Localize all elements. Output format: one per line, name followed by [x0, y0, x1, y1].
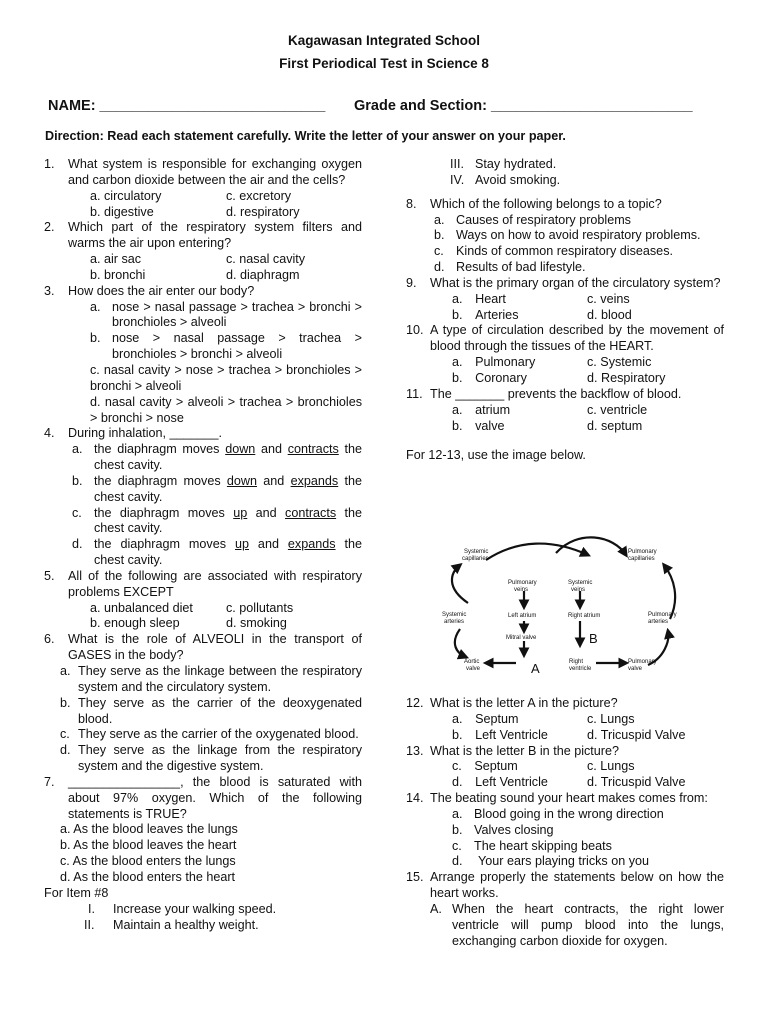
question-text: Which part of the respiratory system filters and warms the air upon entering? [68, 220, 362, 251]
choice-b: Ways on how to avoid respiratory problems. [456, 228, 701, 243]
question-text: During inhalation, _______. [68, 426, 223, 441]
choice-d: d. diaphragm [226, 267, 300, 282]
choice-d: d. smoking [226, 616, 287, 631]
circulation-diagram [438, 533, 678, 680]
left-column [44, 157, 362, 933]
question-13: 13. What is the letter B in the picture? c. Septum c. Lungs d. Left Ventricle d. Tricuspid Valve [406, 744, 724, 792]
choice-b: Valves closing [474, 822, 554, 837]
label-pulmonary-arteries-2: arteries [648, 619, 669, 625]
choice-b: They serve as the carrier of the deoxygenated blood. [78, 695, 362, 726]
choice-b: b. digestive [90, 204, 154, 219]
choice-c: c. As the blood enters the lungs [60, 854, 236, 869]
question-text: The _______ prevents the backflow of blood. [430, 386, 682, 401]
question-text: What is the letter B in the picture? [430, 743, 619, 758]
question-text: The beating sound your heart makes comes from: [430, 791, 708, 806]
choice-a: c. Septum [452, 759, 518, 774]
label-letter-b: B [589, 631, 598, 646]
question-11: 11. The _______ prevents the backflow of blood. a. atrium c. ventricle b. valve d. septum [406, 387, 724, 435]
choice-b: b. Arteries [452, 307, 519, 322]
choice-b: b. valve [452, 418, 505, 433]
choice-d: d. Tricuspid Valve [587, 775, 686, 790]
choice-a: a. Septum [452, 711, 519, 726]
choice-b: b. enough sleep [90, 616, 180, 631]
choice-c: c. Lungs [587, 759, 635, 774]
image-intro: For 12-13, use the image below. [406, 448, 586, 463]
choice-d: They serve as the linkage from the respiratory system and the digestive system. [78, 743, 362, 774]
name-field-label: NAME: ____________________________ [48, 98, 326, 114]
item-8-intro: For Item #8 [44, 885, 109, 900]
choice-a: a. circulatory [90, 188, 162, 203]
question-text: How does the air enter our body? [68, 283, 255, 298]
arrow-left-down [455, 629, 466, 657]
question-1: 1. What system is responsible for exchanging oxygen and carbon dioxide between the air and the cells? a. circulatory c. excretory b. digestive d. respiratory [44, 157, 362, 219]
choice-b: b. Left Ventricle [452, 727, 548, 742]
label-right-ventricle-2: ventricle [569, 666, 592, 672]
choice-c: c. Systemic [587, 355, 652, 370]
question-8: 8. Which of the following belongs to a topic? a. Causes of respiratory problems b. Ways on how to avoid respiratory problems. c. Kinds of common respiratory diseases. d. Results of bad lifestyle. [406, 197, 724, 276]
choice-a: the diaphragm moves down and contracts the chest cavity. [94, 442, 362, 473]
label-systemic-veins-2: veins [571, 587, 586, 593]
choice-b: b. bronchi [90, 267, 146, 282]
statement-iii: Stay hydrated. [475, 157, 557, 171]
question-text: ________________, the blood is saturated with about 97% oxygen. Which of the following statements is TRUE? [68, 774, 362, 821]
choice-a: a. Heart [452, 291, 506, 306]
question-text: A type of circulation described by the movement of blood through the tissues of the HEART. [430, 323, 724, 354]
directions: Direction: Read each statement carefully. Write the letter of your answer on your paper. [45, 129, 566, 143]
choice-c: c. excretory [226, 188, 292, 203]
choice-c: Kinds of common respiratory diseases. [456, 244, 673, 259]
right-column: III. Stay hydrated. IV. Avoid smoking. 8. Which of the following belongs to a topic? a. Causes of respiratory problems b. Ways on how to avoid respiratory problems. c. Kinds of common respiratory diseases. d. Results of bad lifestyle. 9. What is the primary organ of the circulatory system? a. Heart c. veins b. Arteries d. blood 10. A type of circulation described by the movement of blood through the tissues of the HEART. a. Pulmonary c. Systemic b. Coronary d. Respiratory 11. The _______ prevents the backflow of blood. a. atrium c. ventricle b. valve d. septum For 12-13, use the image below. [406, 157, 724, 463]
question-6: 6. What is the role of ALVEOLI in the transport of GASES in the body? a. They serve as the linkage between the respiratory system and the circulatory system. b. They serve as the carrier of the deoxygenated blood. c. They serve as the carrier of the oxygenated blood. d. They serve as the linkage from the respiratory system and the digestive system. [44, 632, 362, 774]
statement-a: When the heart contracts, the right lower ventricle will pump blood into the lungs, exchanging carbon dioxide for oxygen. [452, 901, 724, 948]
label-systemic-arteries-2: arteries [444, 619, 465, 625]
arrow-left-up [452, 565, 468, 603]
statement-iv: Avoid smoking. [475, 172, 561, 187]
label-pulmonary-veins-2: veins [514, 587, 529, 593]
question-14: 14. The beating sound your heart makes comes from: a. Blood going in the wrong direction b. Valves closing c. The heart skipping beats d. Your ears playing tricks on you [406, 791, 724, 870]
school-name: Kagawasan Integrated School [287, 33, 481, 48]
question-7: 7. ________________, the blood is saturated with about 97% oxygen. Which of the following statements is TRUE? a. As the blood leaves the lungs b. As the blood leaves the heart c. As the blood enters the lungs d. As the blood enters the heart [44, 774, 362, 884]
question-15: 15. Arrange properly the statements below on how the heart works. A. When the heart contracts, the right lower ventricle will pump blood into the lungs, exchanging carbon dioxide for oxygen. [406, 870, 724, 948]
choice-c: c. nasal cavity [226, 252, 306, 267]
question-12: 12. What is the letter A in the picture? a. Septum c. Lungs b. Left Ventricle d. Tricuspid Valve [406, 696, 724, 744]
label-pulmonary-arteries: Pulmonary [648, 612, 677, 618]
choice-a: a. air sac [90, 252, 142, 267]
choice-b: d. Left Ventricle [452, 775, 548, 790]
grade-section-field-label: Grade and Section: _________________________ [354, 98, 693, 114]
choice-d: d. As the blood enters the heart [60, 869, 236, 884]
choice-b: the diaphragm moves down and expands the chest cavity. [94, 473, 362, 504]
label-aortic-valve-2: valve [466, 666, 481, 672]
label-mitral-valve: Mitral valve [506, 635, 537, 641]
choice-b: b. As the blood leaves the heart [60, 838, 237, 853]
label-pulmonary-veins: Pulmonary [508, 580, 537, 586]
choice-a: a. unbalanced diet [90, 600, 193, 615]
question-text: What is the role of ALVEOLI in the transport of GASES in the body? [68, 632, 362, 663]
question-5: 5. All of the following are associated with respiratory problems EXCEPT a. unbalanced diet c. pollutants b. enough sleep d. smoking [44, 568, 362, 631]
question-4: 4. During inhalation, _______. a. the diaphragm moves down and contracts the chest cavity. b. the diaphragm moves down and expands the chest cavity. c. the diaphragm moves up and contracts the chest cavity. d. the diaphragm moves up and expands the chest cavity. [44, 426, 363, 568]
choice-c: c. pollutants [226, 600, 294, 615]
choice-c: c. Lungs [587, 711, 635, 726]
choice-a: a. Pulmonary [452, 355, 536, 370]
choice-b: b. Coronary [452, 370, 527, 385]
choice-a: a. As the blood leaves the lungs [60, 822, 238, 837]
label-aortic-valve: Aortic [464, 659, 480, 665]
question-text: Arrange properly the statements below on how the heart works. [430, 870, 724, 901]
item-8-statements: For Item #8 I. Increase your walking speed. II. Maintain a healthy weight. [44, 886, 362, 934]
label-pulmonary-valve: Pulmonary [628, 659, 657, 665]
choice-d: Your ears playing tricks on you [478, 854, 650, 869]
label-right-ventricle: Right [569, 659, 584, 665]
choice-a: nose > nasal passage > trachea > bronchi > bronchioles > alveoli [112, 299, 362, 330]
choice-c: c. ventricle [587, 402, 648, 417]
choice-c: c. nasal cavity > nose > trachea > bronchioles > bronchi > alveoli [90, 362, 362, 393]
choice-d: d. blood [587, 307, 632, 322]
choice-c: c. veins [587, 291, 630, 306]
arrow-right-up [664, 565, 675, 619]
test-title: First Periodical Test in Science 8 [279, 56, 489, 71]
choice-d: d. Respiratory [587, 370, 666, 385]
question-text: What is the letter A in the picture? [430, 696, 618, 710]
statement-ii: Maintain a healthy weight. [113, 917, 259, 932]
choice-a: a. atrium [452, 402, 511, 417]
choice-d: d. nasal cavity > alveoli > trachea > bronchioles > bronchi > nose [90, 394, 362, 425]
student-info-line [48, 98, 728, 114]
question-9: 9. What is the primary organ of the circulatory system? a. Heart c. veins b. Arteries d. blood [406, 276, 724, 324]
choice-b: nose > nasal passage > trachea > bronchioles > bronchi > alveoli [112, 331, 362, 362]
question-text: What system is responsible for exchanging oxygen and carbon dioxide between the air and the cells? [68, 157, 362, 187]
statement-i: Increase your walking speed. [113, 901, 277, 916]
choice-d: d. Tricuspid Valve [587, 727, 686, 742]
question-2: 2. Which part of the respiratory system filters and warms the air upon entering? a. air sac c. nasal cavity b. bronchi d. diaphragm [44, 220, 362, 282]
arrow-top-arch [486, 544, 588, 560]
label-left-atrium: Left atrium [508, 613, 537, 619]
label-letter-a: A [531, 661, 540, 676]
question-text: Which of the following belongs to a topic? [430, 196, 662, 211]
label-systemic-veins: Systemic [568, 580, 593, 586]
choice-c: They serve as the carrier of the oxygenated blood. [78, 727, 359, 742]
question-text: What is the primary organ of the circulatory system? [430, 275, 721, 290]
choice-a: Causes of respiratory problems [456, 212, 631, 227]
label-systemic-capillaries: Systemic [464, 549, 489, 555]
label-systemic-capillaries-2: capillaries [462, 556, 489, 562]
choice-d: the diaphragm moves up and expands the chest cavity. [94, 537, 362, 568]
label-pulmonary-valve-2: valve [628, 666, 643, 672]
choice-d: d. respiratory [226, 204, 300, 219]
label-systemic-arteries: Systemic [442, 612, 467, 618]
choice-c: the diaphragm moves up and contracts the chest cavity. [94, 505, 363, 536]
choice-d: Results of bad lifestyle. [456, 260, 586, 275]
question-10: 10. A type of circulation described by the movement of blood through the tissues of the HEART. a. Pulmonary c. Systemic b. Coronary d. Respiratory [406, 323, 724, 385]
right-column-lower [406, 696, 724, 950]
label-pulmonary-capillaries: Pulmonary [628, 549, 657, 555]
question-text: All of the following are associated with respiratory problems EXCEPT [68, 568, 362, 599]
choice-d: d. septum [587, 418, 643, 433]
choice-a: They serve as the linkage between the respiratory system and the circulatory system. [78, 664, 362, 694]
choice-c: The heart skipping beats [474, 838, 612, 853]
label-pulmonary-capillaries-2: capillaries [628, 556, 655, 562]
label-right-atrium: Right atrium [568, 613, 601, 619]
diagram-labels [442, 549, 677, 676]
choice-a: Blood going in the wrong direction [474, 806, 664, 821]
question-3: 3. How does the air enter our body? a. nose > nasal passage > trachea > bronchi > bronchioles > alveoli b. nose > nasal passage > trachea > bronchioles > bronchi > alveoli c. nasal cavity > nose > trachea > bronchioles > bronchi > alveoli d. nasal cavity > alveoli > trachea > bronchioles > bronchi > nose [44, 283, 362, 425]
